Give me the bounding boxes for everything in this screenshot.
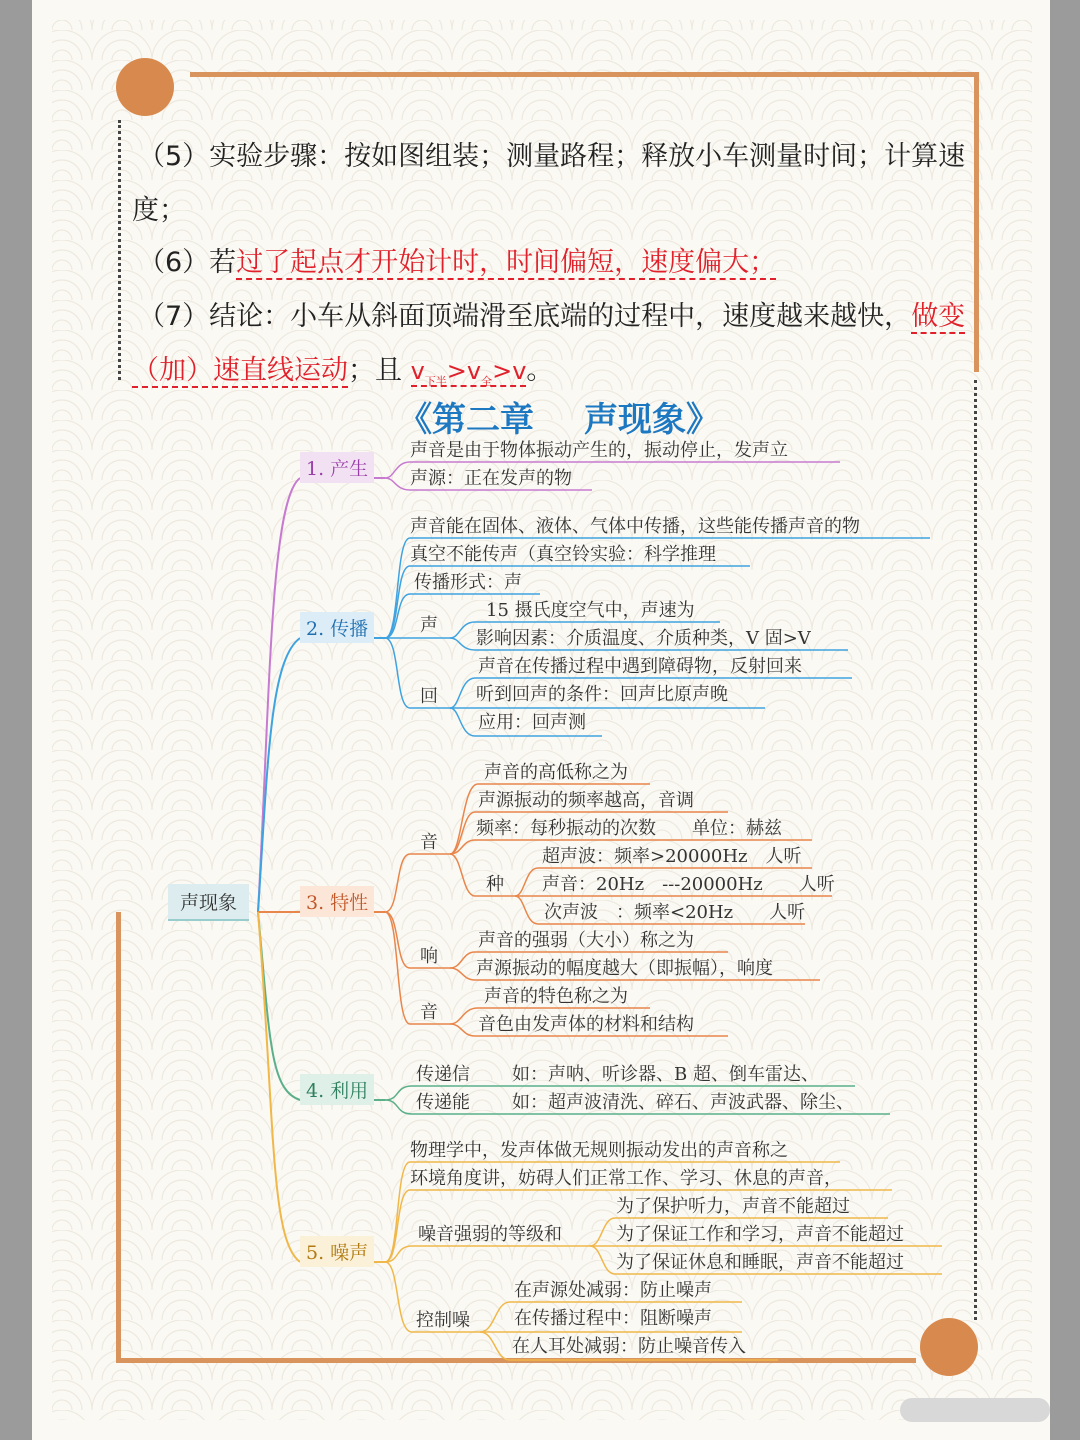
noise-control-label: 控制噪: [416, 1310, 470, 1331]
echo-item-1: 声音在传播过程中遇到障碍物，反射回来: [478, 656, 802, 677]
origin-item-2: 声源：正在发声的物: [410, 468, 572, 489]
branch-uses: 4. 利用: [300, 1074, 374, 1105]
wave-type-item-3: 次声波 ：频率<20Hz 人听: [544, 902, 806, 923]
prop-sub-echo-label: 回: [420, 686, 438, 707]
watermark-blur: [900, 1398, 1050, 1422]
mindmap-root: 声现象: [168, 884, 249, 921]
note-red: 过了起点才开始计时，时间偏短，速度偏大；: [236, 247, 777, 278]
noise-item-2: 环境角度讲，妨碍人们正常工作、学习、休息的声音，: [410, 1168, 842, 1189]
timbre-item-2: 音色由发声体的材料和结构: [478, 1014, 694, 1035]
prop-sub-speed-label: 声: [420, 615, 438, 636]
noise-level-item-3: 为了保证休息和睡眠，声音不能超过: [616, 1252, 904, 1273]
v-sub-1: 下半: [424, 374, 447, 388]
loudness-item-1: 声音的强弱（大小）称之为: [478, 930, 694, 951]
conclusion-red-2: （加）速直线运动: [132, 355, 348, 386]
conclusion-text: （7）结论：小车从斜面顶端滑至底端的过程中，速度越来越快，: [138, 301, 912, 332]
speed-item-2: 影响因素：介质温度、介质种类，V 固>V: [476, 628, 811, 649]
period: 。: [526, 355, 554, 386]
wave-type-label: 种: [486, 874, 504, 895]
conclusion-red: 做变: [911, 301, 966, 332]
origin-item-1: 声音是由于物体振动产生的，振动停止，发声立: [410, 440, 788, 461]
chapter-title-right: 声现象》: [584, 400, 720, 440]
branch-properties: 3. 特性: [300, 886, 374, 917]
gt-v: >v: [446, 357, 482, 385]
echo-item-2: 听到回声的条件：回声比原声晚: [476, 684, 728, 705]
echo-item-3: 应用：回声测: [478, 712, 586, 733]
noise-control-item-1: 在声源处减弱：防止噪声: [514, 1280, 712, 1301]
use-info-value: 如：声呐、听诊器、B 超、倒车雷达、: [512, 1064, 819, 1085]
timbre-label: 音: [420, 1002, 438, 1023]
wave-type-item-1: 超声波：频率>20000Hz 人听: [542, 846, 802, 867]
chapter-title-left: 《第二章: [398, 400, 534, 440]
branch-noise: 5. 噪声: [300, 1236, 374, 1267]
use-energy-key: 传递能: [416, 1092, 470, 1113]
noise-level-label: 噪音强弱的等级和: [418, 1224, 562, 1245]
step-line: （5）实验步骤：按如图组装；测量路程；释放小车测量时间；计算速: [138, 141, 966, 172]
prop-item-3: 传播形式：声: [414, 572, 522, 593]
use-info-key: 传递信: [416, 1064, 470, 1085]
speed-item-1: 15 摄氏度空气中，声速为: [486, 600, 695, 621]
step-line-cont: 度；: [132, 195, 186, 226]
noise-control-item-2: 在传播过程中：阻断噪声: [514, 1308, 712, 1329]
prop-item-2: 真空不能传声（真空铃实验：科学推理: [410, 544, 716, 565]
pitch-item-1: 声音的高低称之为: [484, 762, 628, 783]
use-energy-value: 如：超声波清洗、碎石、声波武器、除尘、: [512, 1092, 854, 1113]
gt-v-2: >v: [492, 357, 527, 385]
note-prefix: （6）若: [138, 247, 237, 278]
v-sub-2: 全: [481, 374, 493, 388]
pitch-label: 音: [420, 832, 438, 853]
conclusion-mid: ；且: [348, 355, 402, 386]
branch-propagation: 2. 传播: [300, 612, 374, 643]
timbre-item-1: 声音的特色称之为: [484, 986, 628, 1007]
noise-level-item-2: 为了保证工作和学习，声音不能超过: [616, 1224, 904, 1245]
noise-level-item-1: 为了保护听力，声音不能超过: [616, 1196, 850, 1217]
noise-control-item-3: 在人耳处减弱：防止噪音传入: [512, 1336, 746, 1357]
loudness-item-2: 声源振动的幅度越大（即振幅），响度: [476, 958, 773, 979]
v-symbol: v: [410, 357, 425, 385]
prop-item-1: 声音能在固体、液体、气体中传播，这些能传播声音的物: [410, 516, 860, 537]
pitch-item-3: 频率：每秒振动的次数 单位：赫兹: [476, 818, 782, 839]
wave-type-item-2: 声音：20Hz ---20000Hz 人听: [542, 874, 835, 895]
branch-origin: 1. 产生: [300, 452, 374, 483]
loudness-label: 响: [420, 946, 438, 967]
pitch-item-2: 声源振动的频率越高，音调: [478, 790, 694, 811]
noise-item-1: 物理学中，发声体做无规则振动发出的声音称之: [410, 1140, 788, 1161]
